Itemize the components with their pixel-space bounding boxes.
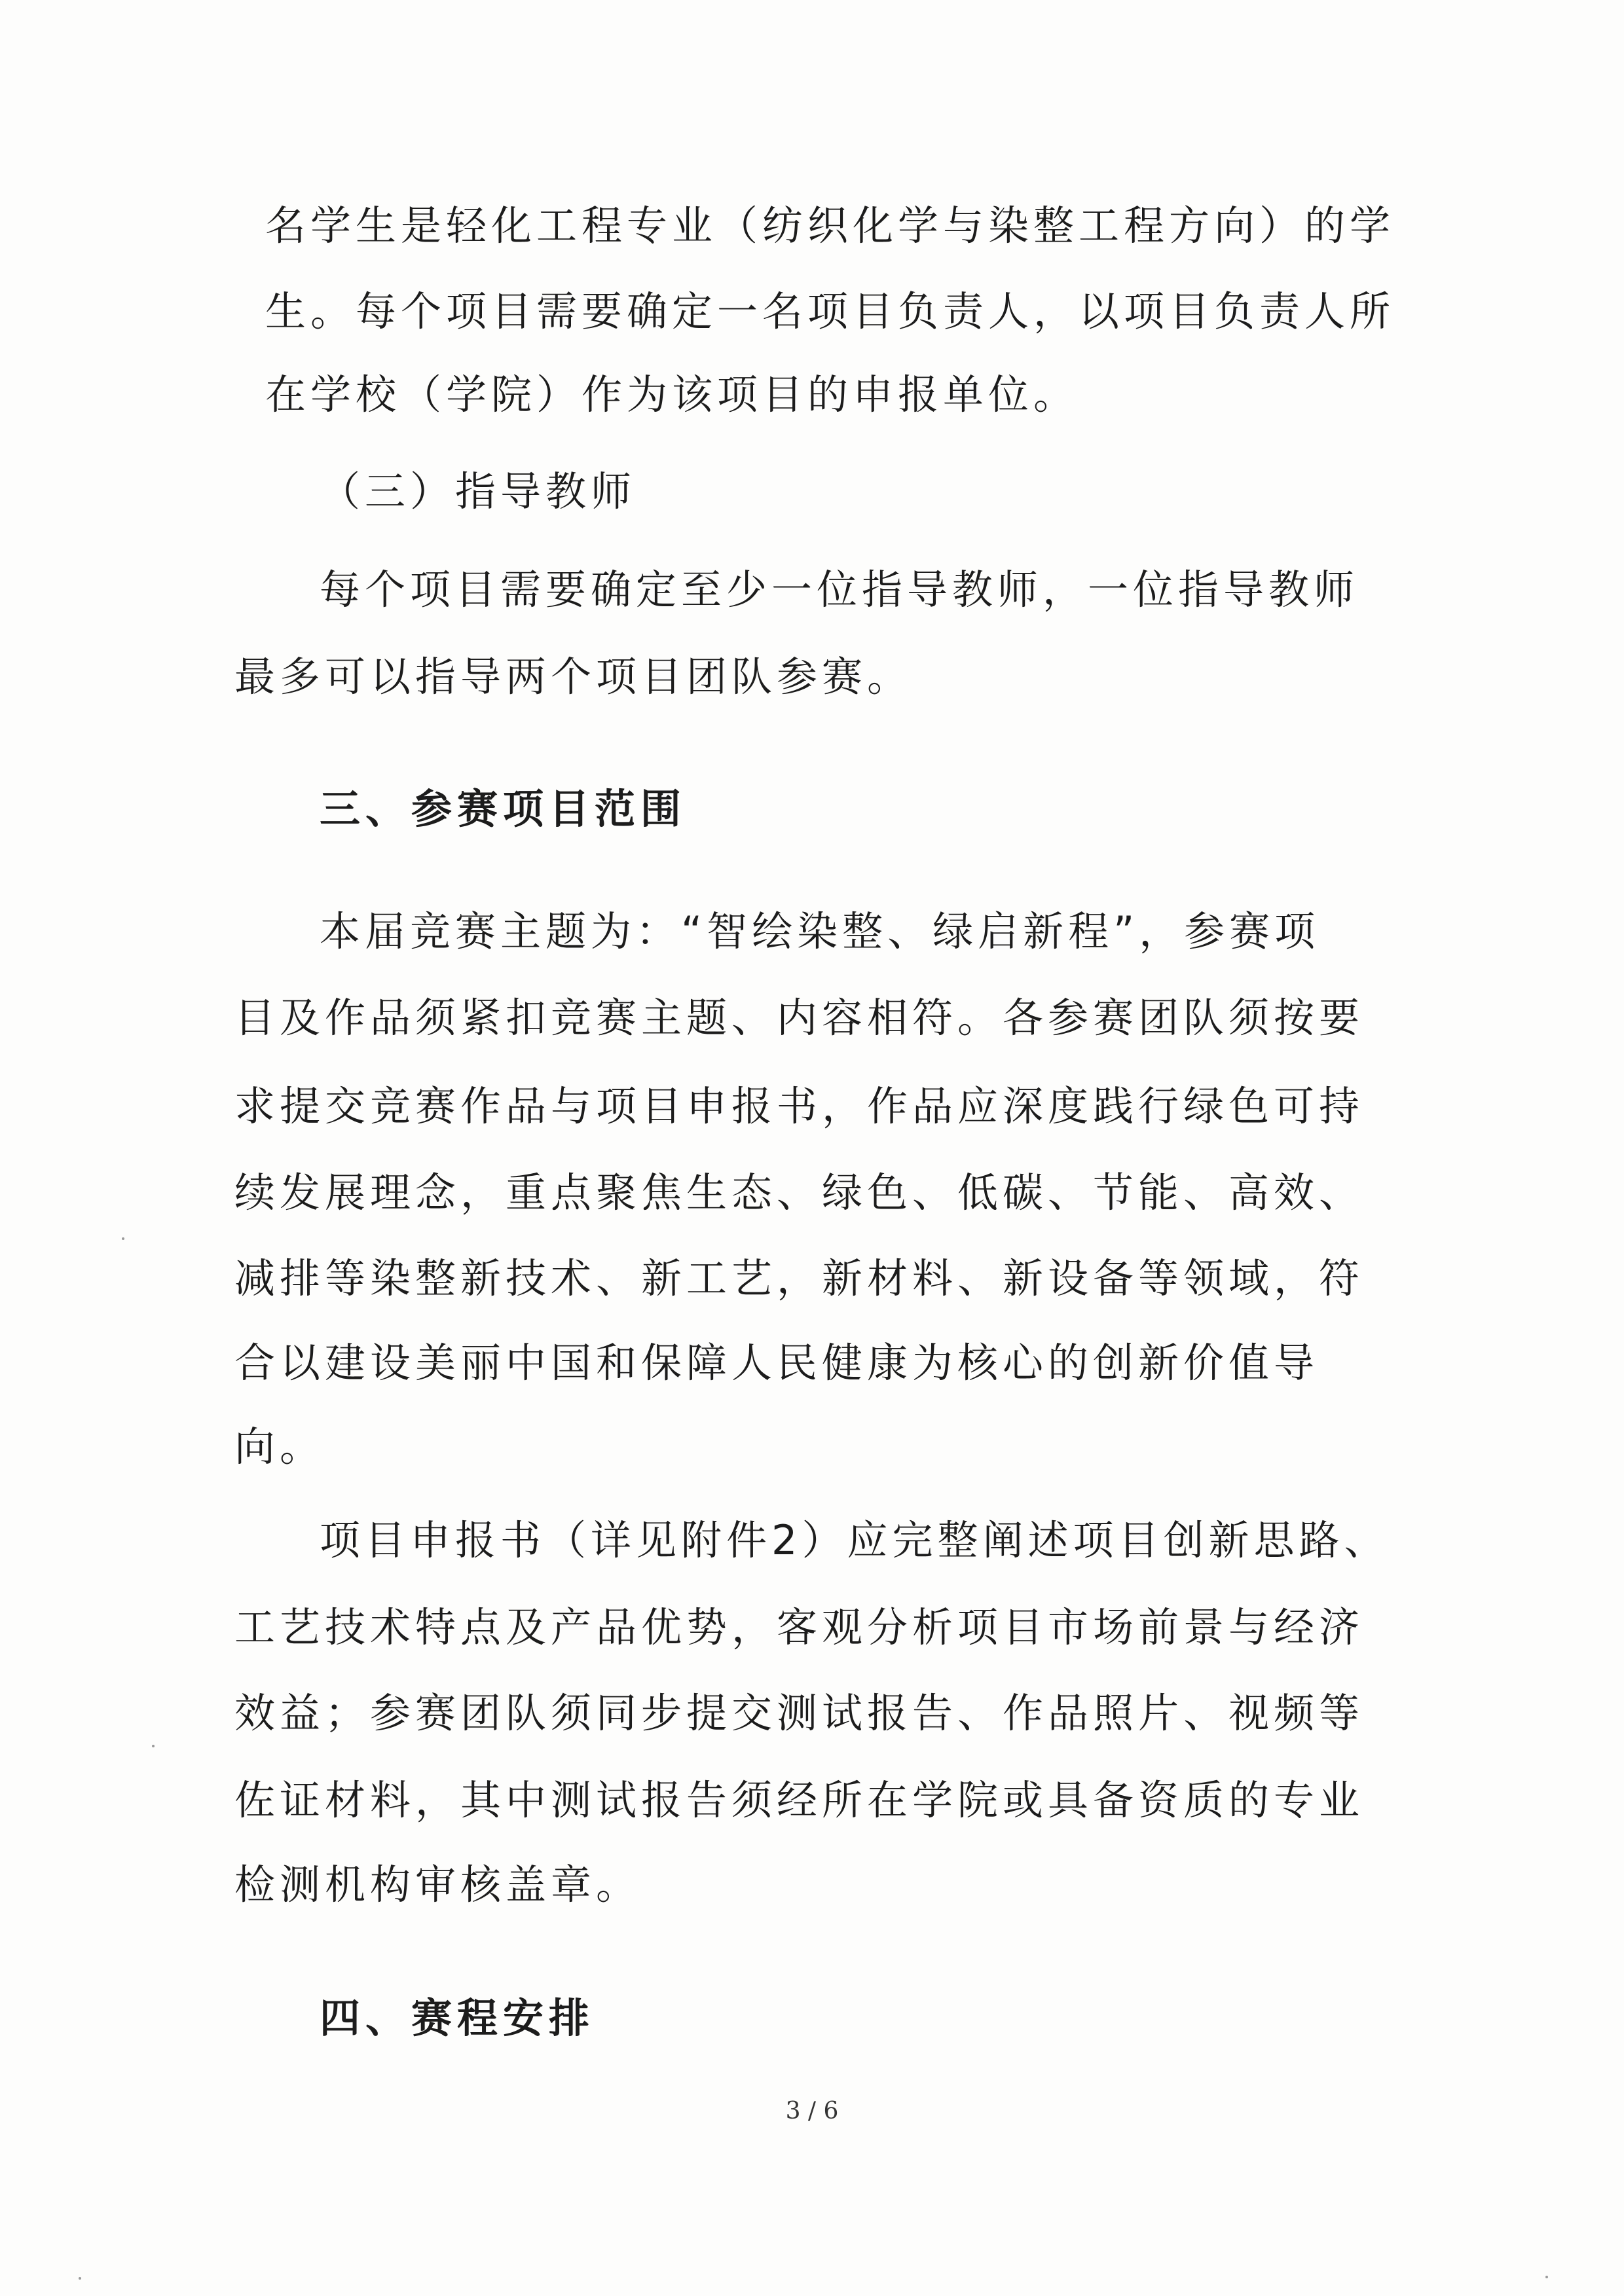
body-text-line: 生。每个项目需要确定一名项目负责人，以项目负责人所 bbox=[265, 287, 1395, 335]
body-text-line: 目及作品须紧扣竞赛主题、内容相符。各参赛团队须按要 bbox=[234, 994, 1365, 1042]
body-text-line: 工艺技术特点及产品优势，客观分析项目市场前景与经济 bbox=[234, 1603, 1365, 1651]
subsection-heading: （三）指导教师 bbox=[320, 467, 637, 515]
scan-speck bbox=[1545, 2276, 1548, 2278]
scan-speck bbox=[79, 2277, 81, 2280]
body-text-line: 在学校（学院）作为该项目的申报单位。 bbox=[265, 371, 1079, 418]
body-text-line: 项目申报书（详见附件2）应完整阐述项目创新思路、 bbox=[320, 1516, 1390, 1564]
body-text-line: 每个项目需要确定至少一位指导教师，一位指导教师 bbox=[320, 566, 1359, 613]
page-number: 3 / 6 bbox=[785, 2098, 839, 2124]
section-heading: 四、赛程安排 bbox=[320, 1994, 595, 2042]
body-text-line: 续发展理念，重点聚焦生态、绿色、低碳、节能、高效、 bbox=[234, 1169, 1365, 1216]
body-text-line: 求提交竞赛作品与项目申报书，作品应深度践行绿色可持 bbox=[234, 1082, 1365, 1130]
body-text-line: 最多可以指导两个项目团队参赛。 bbox=[234, 653, 913, 701]
body-text-line: 向。 bbox=[234, 1423, 325, 1470]
body-text-line: 合以建设美丽中国和保障人民健康为核心的创新价值导 bbox=[234, 1339, 1320, 1387]
body-text-line: 检测机构审核盖章。 bbox=[234, 1861, 642, 1908]
body-text-line: 本届竞赛主题为：“智绘染整、绿启新程”，参赛项 bbox=[320, 907, 1320, 955]
body-text-line: 减排等染整新技术、新工艺，新材料、新设备等领域，符 bbox=[234, 1254, 1365, 1302]
scan-speck bbox=[152, 1745, 155, 1747]
body-text-line: 名学生是轻化工程专业（纺织化学与染整工程方向）的学 bbox=[265, 202, 1395, 249]
body-text-line: 效益；参赛团队须同步提交测试报告、作品照片、视频等 bbox=[234, 1689, 1365, 1737]
section-heading: 三、参赛项目范围 bbox=[320, 785, 687, 833]
scan-speck bbox=[122, 1237, 124, 1240]
body-text-line: 佐证材料，其中测试报告须经所在学院或具备资质的专业 bbox=[234, 1776, 1365, 1824]
